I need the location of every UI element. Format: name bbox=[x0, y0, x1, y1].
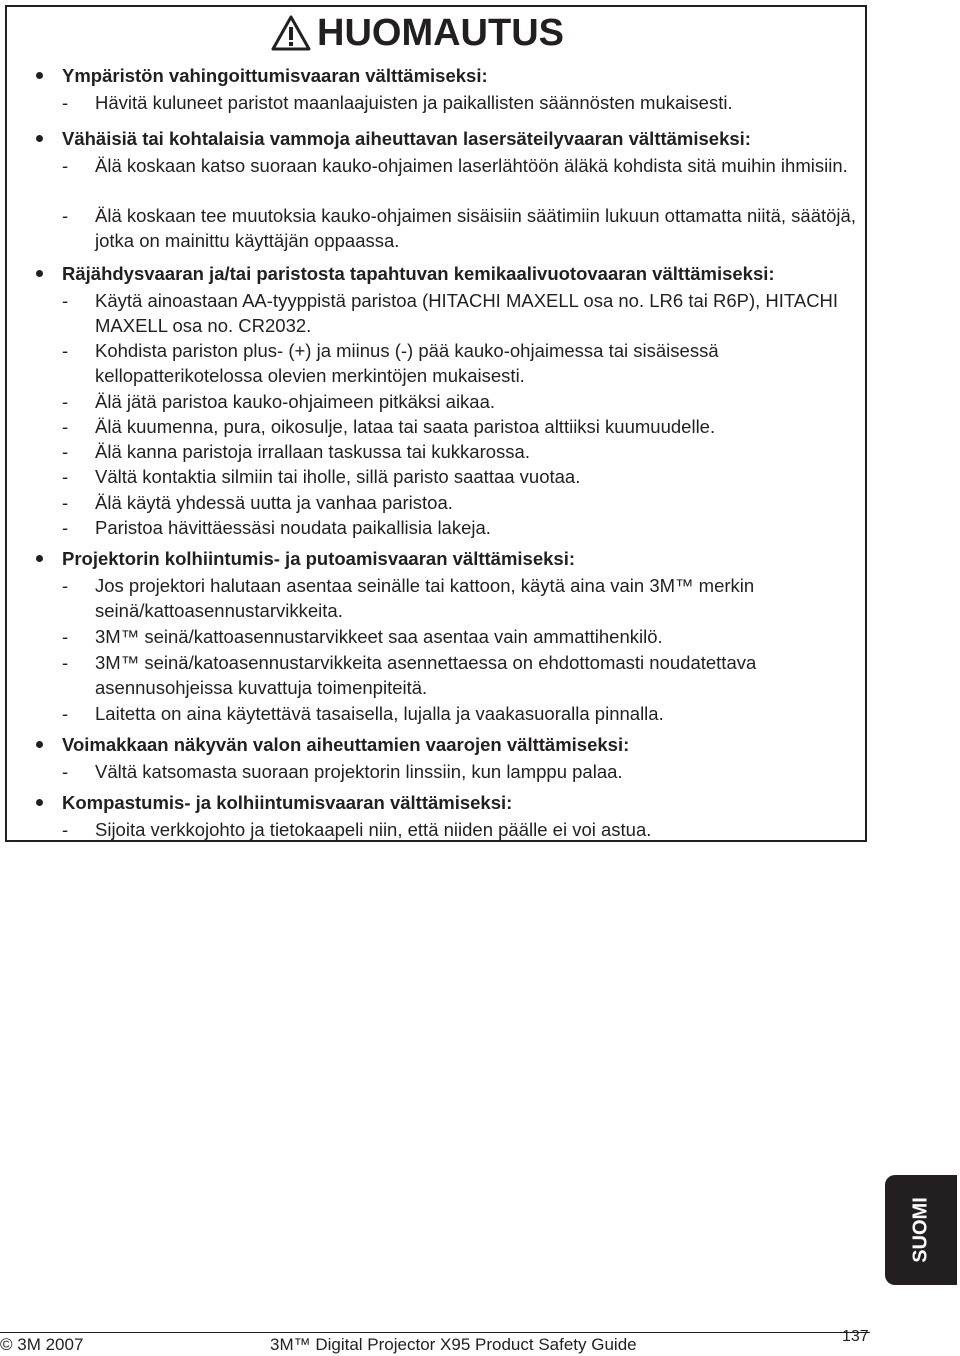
dash-marker: - bbox=[62, 391, 69, 412]
notice-title: HUOMAUTUS bbox=[317, 11, 564, 54]
dash-marker: - bbox=[62, 819, 69, 840]
dash-marker: - bbox=[62, 761, 69, 782]
warning-triangle-icon bbox=[271, 15, 311, 51]
dash-marker: - bbox=[62, 205, 69, 226]
list-item-text: Älä kuumenna, pura, oikosulje, lataa tai saata paristoa alttiiksi kuumuudelle. bbox=[95, 416, 716, 437]
section-heading: Voimakkaan näkyvän valon aiheuttamien vaarojen välttämiseksi: bbox=[62, 734, 630, 755]
list-item-text: Käytä ainoastaan AA-tyyppistä paristoa (HITACHI MAXELL osa no. LR6 tai R6P), HITACHI MAXELL osa no. CR2032. bbox=[95, 290, 839, 336]
list-item-text: Paristoa hävittäessäsi noudata paikallisia lakeja. bbox=[95, 517, 491, 538]
notice-header bbox=[271, 13, 564, 53]
bullet-icon bbox=[36, 741, 43, 748]
list-item-text: Älä käytä yhdessä uutta ja vanhaa paristoa. bbox=[95, 492, 453, 513]
footer-divider bbox=[0, 1332, 870, 1333]
dash-marker: - bbox=[62, 441, 69, 462]
dash-marker: - bbox=[62, 416, 69, 437]
dash-marker: - bbox=[62, 92, 69, 113]
list-item-text: Jos projektori halutaan asentaa seinälle tai kattoon, käytä aina vain 3M™ merkin seinä/kattoasennustarvikkeita. bbox=[95, 575, 755, 621]
list-item-text: Älä kanna paristoja irrallaan taskussa tai kukkarossa. bbox=[95, 441, 530, 462]
list-item-text: Älä koskaan katso suoraan kauko-ohjaimen laserlähtöön äläkä kohdista sitä muihin ihmisiin. bbox=[95, 155, 848, 176]
section-heading: Kompastumis- ja kolhiintumisvaaran välttämiseksi: bbox=[62, 792, 513, 813]
footer-copyright: © 3M 2007 bbox=[0, 1335, 84, 1354]
section-heading: Vähäisiä tai kohtalaisia vammoja aiheuttavan lasersäteilyvaaran välttämiseksi: bbox=[62, 128, 751, 149]
section-heading: Ympäristön vahingoittumisvaaran välttämiseksi: bbox=[62, 65, 488, 86]
dash-marker: - bbox=[62, 626, 69, 647]
list-item-text: Sijoita verkkojohto ja tietokaapeli niin, että niiden päälle ei voi astua. bbox=[95, 819, 652, 840]
list-item-text: 3M™ seinä/katoasennustarvikkeita asennettaessa on ehdottomasti noudatettava asennusohjeissa kuvattuja toimenpiteitä. bbox=[95, 652, 757, 698]
bullet-icon bbox=[36, 799, 43, 806]
section-heading: Räjähdysvaaran ja/tai paristosta tapahtuvan kemikaalivuotovaaran välttämiseksi: bbox=[62, 263, 775, 284]
page-number: 137 bbox=[842, 1328, 869, 1345]
list-item-text: Laitetta on aina käytettävä tasaisella, lujalla ja vaakasuoralla pinnalla. bbox=[95, 703, 664, 724]
dash-marker: - bbox=[62, 703, 69, 724]
section-heading: Projektorin kolhiintumis- ja putoamisvaaran välttämiseksi: bbox=[62, 548, 576, 569]
bullet-icon bbox=[36, 135, 43, 142]
bullet-icon bbox=[36, 270, 43, 277]
dash-marker: - bbox=[62, 517, 69, 538]
list-item-text: Kohdista pariston plus- (+) ja miinus (-) pää kauko-ohjaimessa tai sisäisessä kellopatterikotelossa olevien merkintöjen mukaisesti. bbox=[95, 340, 719, 386]
bullet-icon bbox=[36, 555, 43, 562]
bullet-icon bbox=[36, 72, 43, 79]
list-item-text: Vältä katsomasta suoraan projektorin linssiin, kun lamppu palaa. bbox=[95, 761, 623, 782]
list-item-text: Hävitä kuluneet paristot maanlaajuisten ja paikallisten säännösten mukaisesti. bbox=[95, 92, 733, 113]
dash-marker: - bbox=[62, 492, 69, 513]
list-item-text: Vältä kontaktia silmiin tai iholle, sillä paristo saattaa vuotaa. bbox=[95, 466, 581, 487]
list-item-text: 3M™ seinä/kattoasennustarvikkeet saa asentaa vain ammattihenkilö. bbox=[95, 626, 663, 647]
dash-marker: - bbox=[62, 290, 69, 311]
dash-marker: - bbox=[62, 340, 69, 361]
dash-marker: - bbox=[62, 155, 69, 176]
notice-box bbox=[5, 5, 867, 842]
footer-title: 3M™ Digital Projector X95 Product Safety Guide bbox=[270, 1335, 637, 1354]
dash-marker: - bbox=[62, 466, 69, 487]
dash-marker: - bbox=[62, 652, 69, 673]
language-tab bbox=[885, 1175, 957, 1285]
list-item-text: Älä jätä paristoa kauko-ohjaimeen pitkäksi aikaa. bbox=[95, 391, 496, 412]
dash-marker: - bbox=[62, 575, 69, 596]
language-label: SUOMI bbox=[909, 1197, 932, 1263]
list-item-text: Älä koskaan tee muutoksia kauko-ohjaimen sisäisiin säätimiin lukuun ottamatta niitä, säätöjä, jotka on mainittu käyttäjän oppaassa. bbox=[95, 205, 856, 251]
